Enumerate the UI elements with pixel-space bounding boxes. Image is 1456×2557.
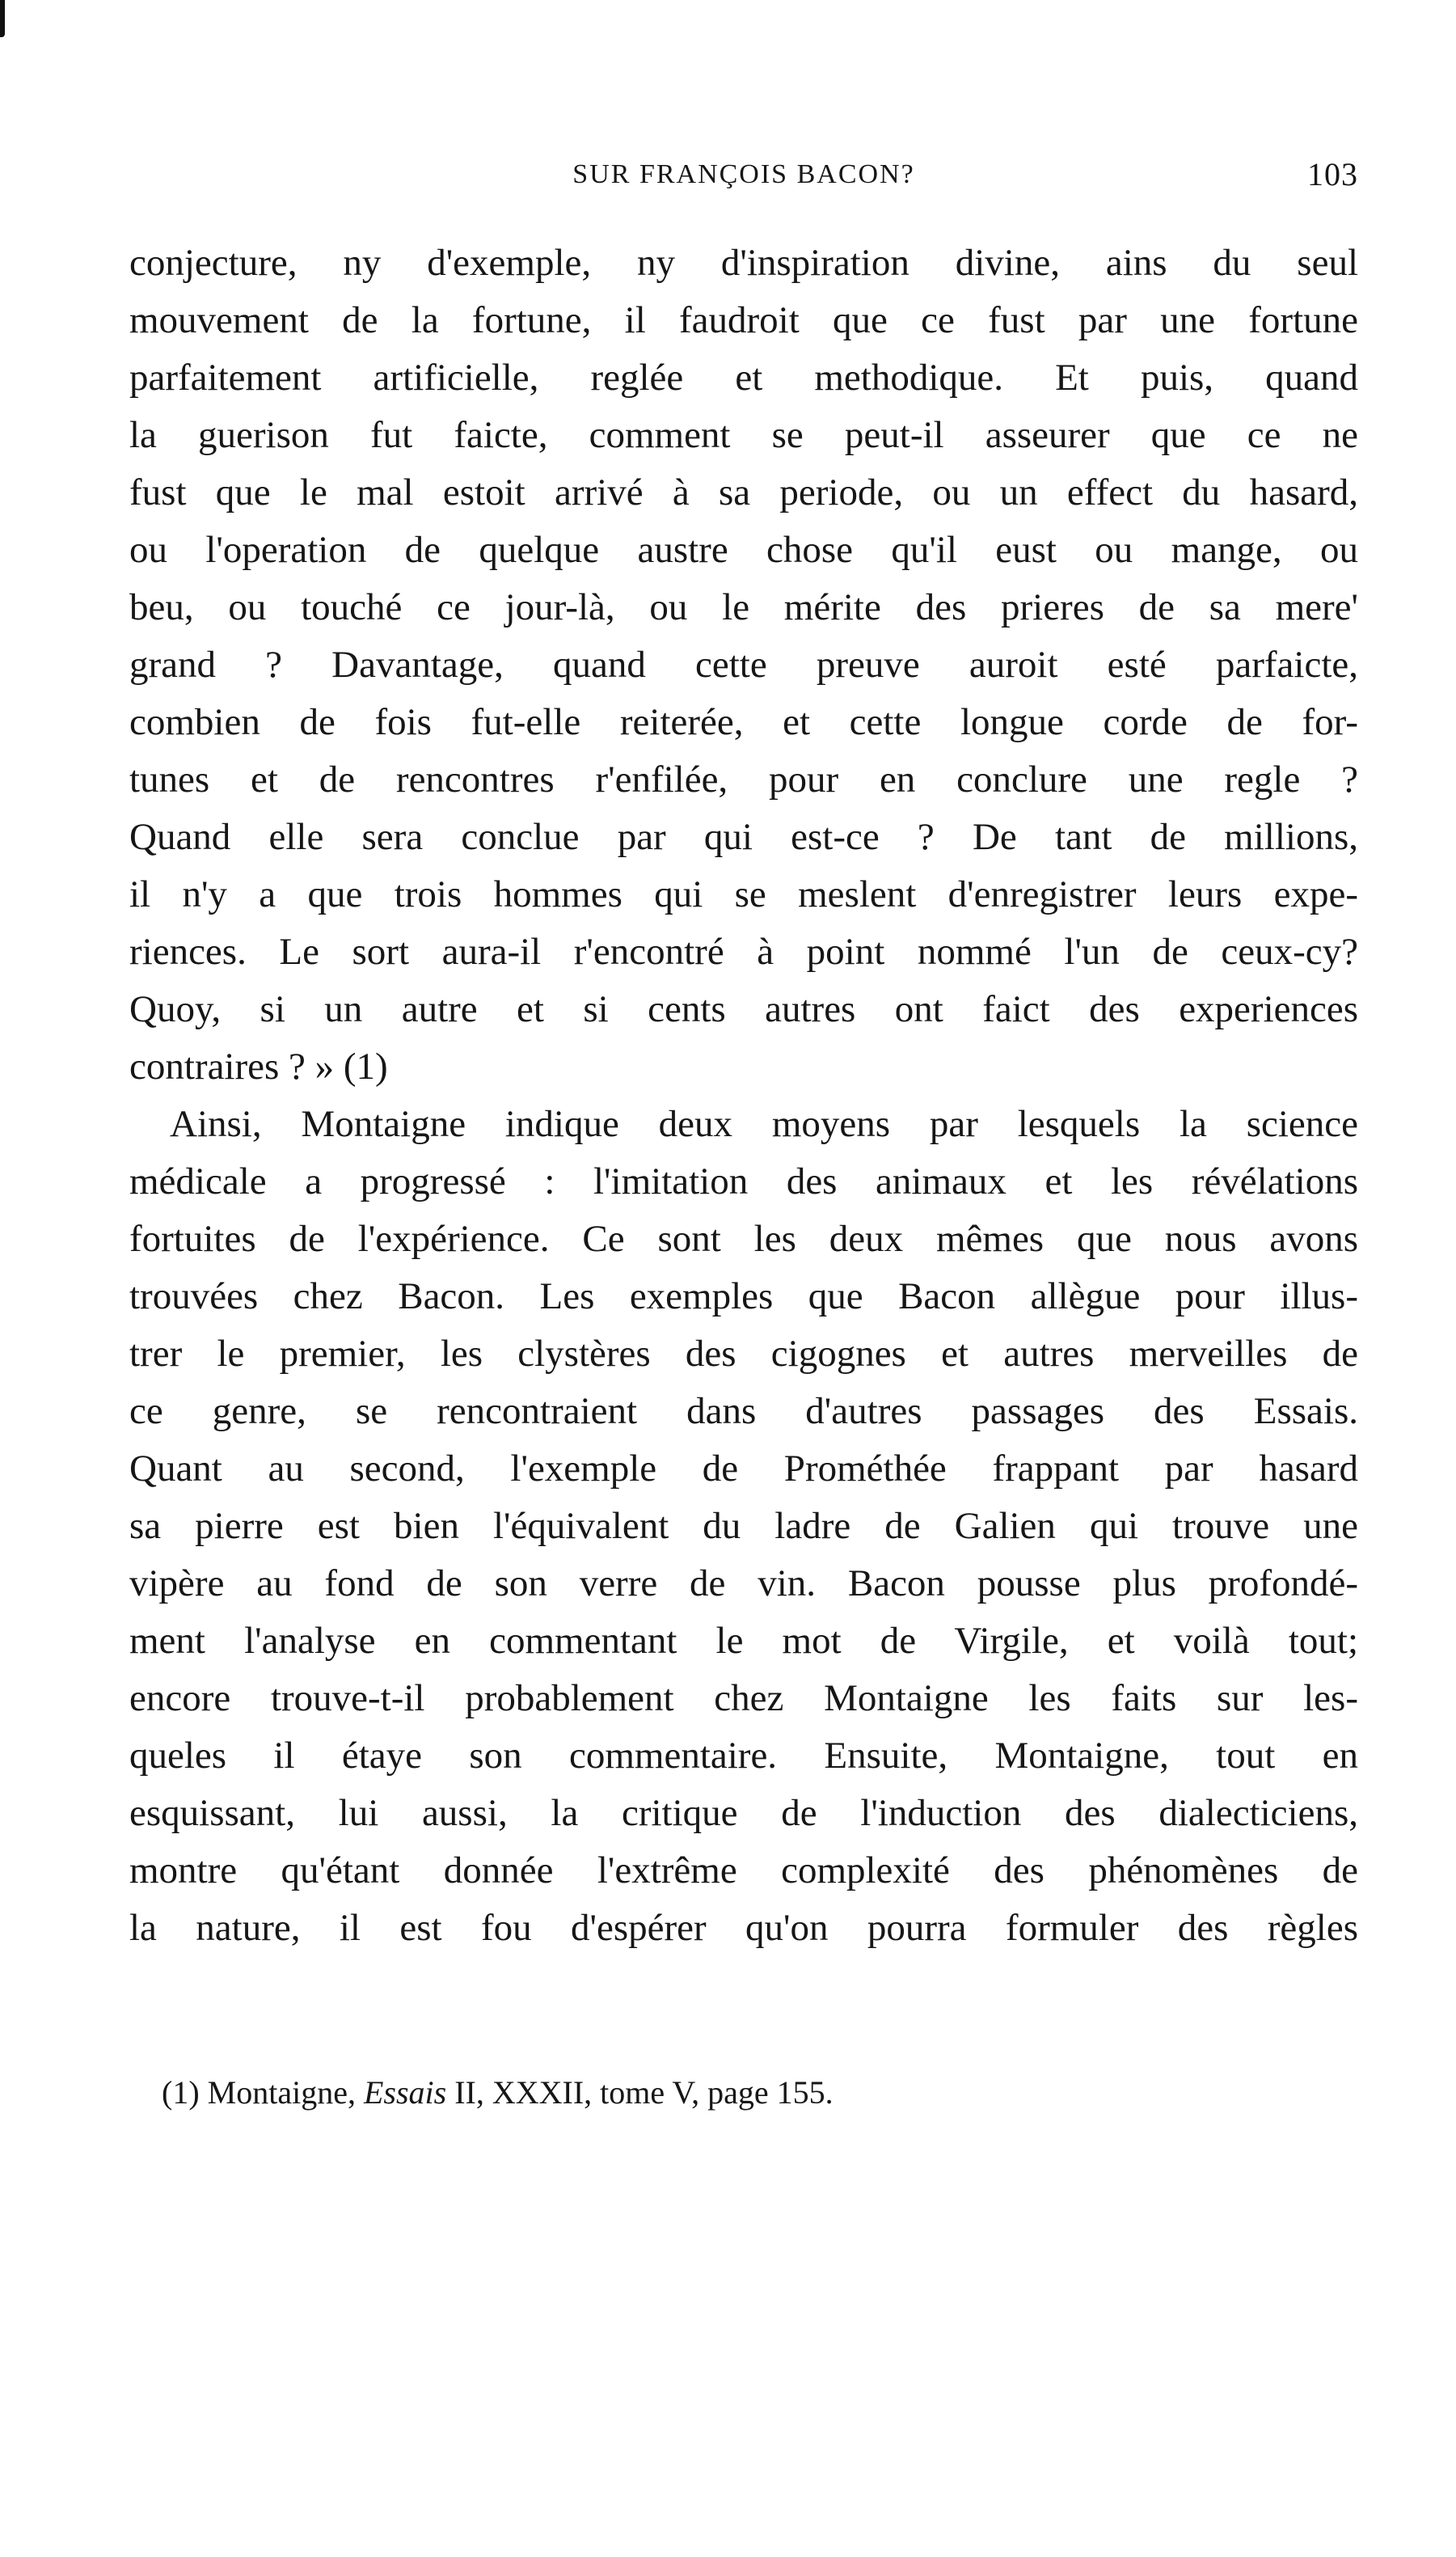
text-line: trouvées chez Bacon. Les exemples que Bacon allègue pour illus- [129, 1275, 1358, 1317]
text-line: riences. Le sort aura-il r'encontré à point nommé l'un de ceux-cy? [129, 931, 1358, 973]
text-line: esquissant, lui aussi, la critique de l'induction des dialecticiens, [129, 1792, 1358, 1834]
paragraph-start-line: Ainsi, Montaigne indique deux moyens par lesquels la science [170, 1103, 1358, 1145]
text-line: montre qu'étant donnée l'extrême complexité des phénomènes de [129, 1849, 1358, 1891]
text-line: tunes et de rencontres r'enfilée, pour en conclure une regle ? [129, 759, 1358, 801]
scan-edge-mark [0, 0, 5, 37]
text-line: queles il étaye son commentaire. Ensuite, Montaigne, tout en [129, 1735, 1358, 1777]
text-line: sa pierre est bien l'équivalent du ladre de Galien qui trouve une [129, 1505, 1358, 1547]
text-line: fortuites de l'expérience. Ce sont les deux mêmes que nous avons [129, 1218, 1358, 1260]
text-line: médicale a progressé : l'imitation des animaux et les révélations [129, 1160, 1358, 1202]
text-line: conjecture, ny d'exemple, ny d'inspiration divine, ains du seul [129, 242, 1358, 284]
paragraph-end-line: contraires ? » (1) [129, 1046, 388, 1088]
text-line: fust que le mal estoit arrivé à sa periode, ou un effect du hasard, [129, 471, 1358, 514]
text-line: mouvement de la fortune, il faudroit que ce fust par une fortune [129, 299, 1358, 341]
body-text [129, 235, 1358, 1957]
footnote [162, 2069, 1358, 2117]
text-line: beu, ou touché ce jour-là, ou le mérite des prieres de sa mere' [129, 586, 1358, 628]
footnote-work-title: Essais [363, 2074, 447, 2111]
text-line: Quant au second, l'exemple de Prométhée frappant par hasard [129, 1448, 1358, 1490]
text-line: parfaitement artificielle, reglée et methodique. Et puis, quand [129, 357, 1358, 399]
text-line: vipère au fond de son verre de vin. Bacon pousse plus profondé- [129, 1562, 1358, 1604]
text-line: ment l'analyse en commentant le mot de Virgile, et voilà tout; [129, 1620, 1358, 1662]
text-line: ou l'operation de quelque austre chose qu'il eust ou mange, ou [129, 529, 1358, 571]
text-line: grand ? Davantage, quand cette preuve auroit esté parfaicte, [129, 644, 1358, 686]
page-number: 103 [1307, 156, 1358, 192]
footnote-author: Montaigne, [207, 2074, 356, 2111]
footnote-reference: II, XXXII, tome V, page 155. [454, 2074, 834, 2111]
running-head [129, 155, 1358, 194]
text-line: combien de fois fut-elle reiterée, et cette longue corde de for- [129, 701, 1358, 743]
running-title: SUR FRANÇOIS BACON? [572, 159, 915, 189]
text-line: Quand elle sera conclue par qui est-ce ? De tant de millions, [129, 816, 1358, 858]
footnote-marker: (1) [162, 2074, 200, 2111]
text-line: encore trouve-t-il probablement chez Montaigne les faits sur les- [129, 1677, 1358, 1719]
text-line: la nature, il est fou d'espérer qu'on pourra formuler des règles [129, 1907, 1358, 1949]
text-line: trer le premier, les clystères des cigognes et autres merveilles de [129, 1333, 1358, 1375]
text-line: la guerison fut faicte, comment se peut-il asseurer que ce ne [129, 414, 1358, 456]
text-line: Quoy, si un autre et si cents autres ont faict des experiences [129, 988, 1358, 1030]
text-line: ce genre, se rencontraient dans d'autres passages des Essais. [129, 1390, 1358, 1432]
text-line: il n'y a que trois hommes qui se meslent d'enregistrer leurs expe- [129, 873, 1358, 915]
